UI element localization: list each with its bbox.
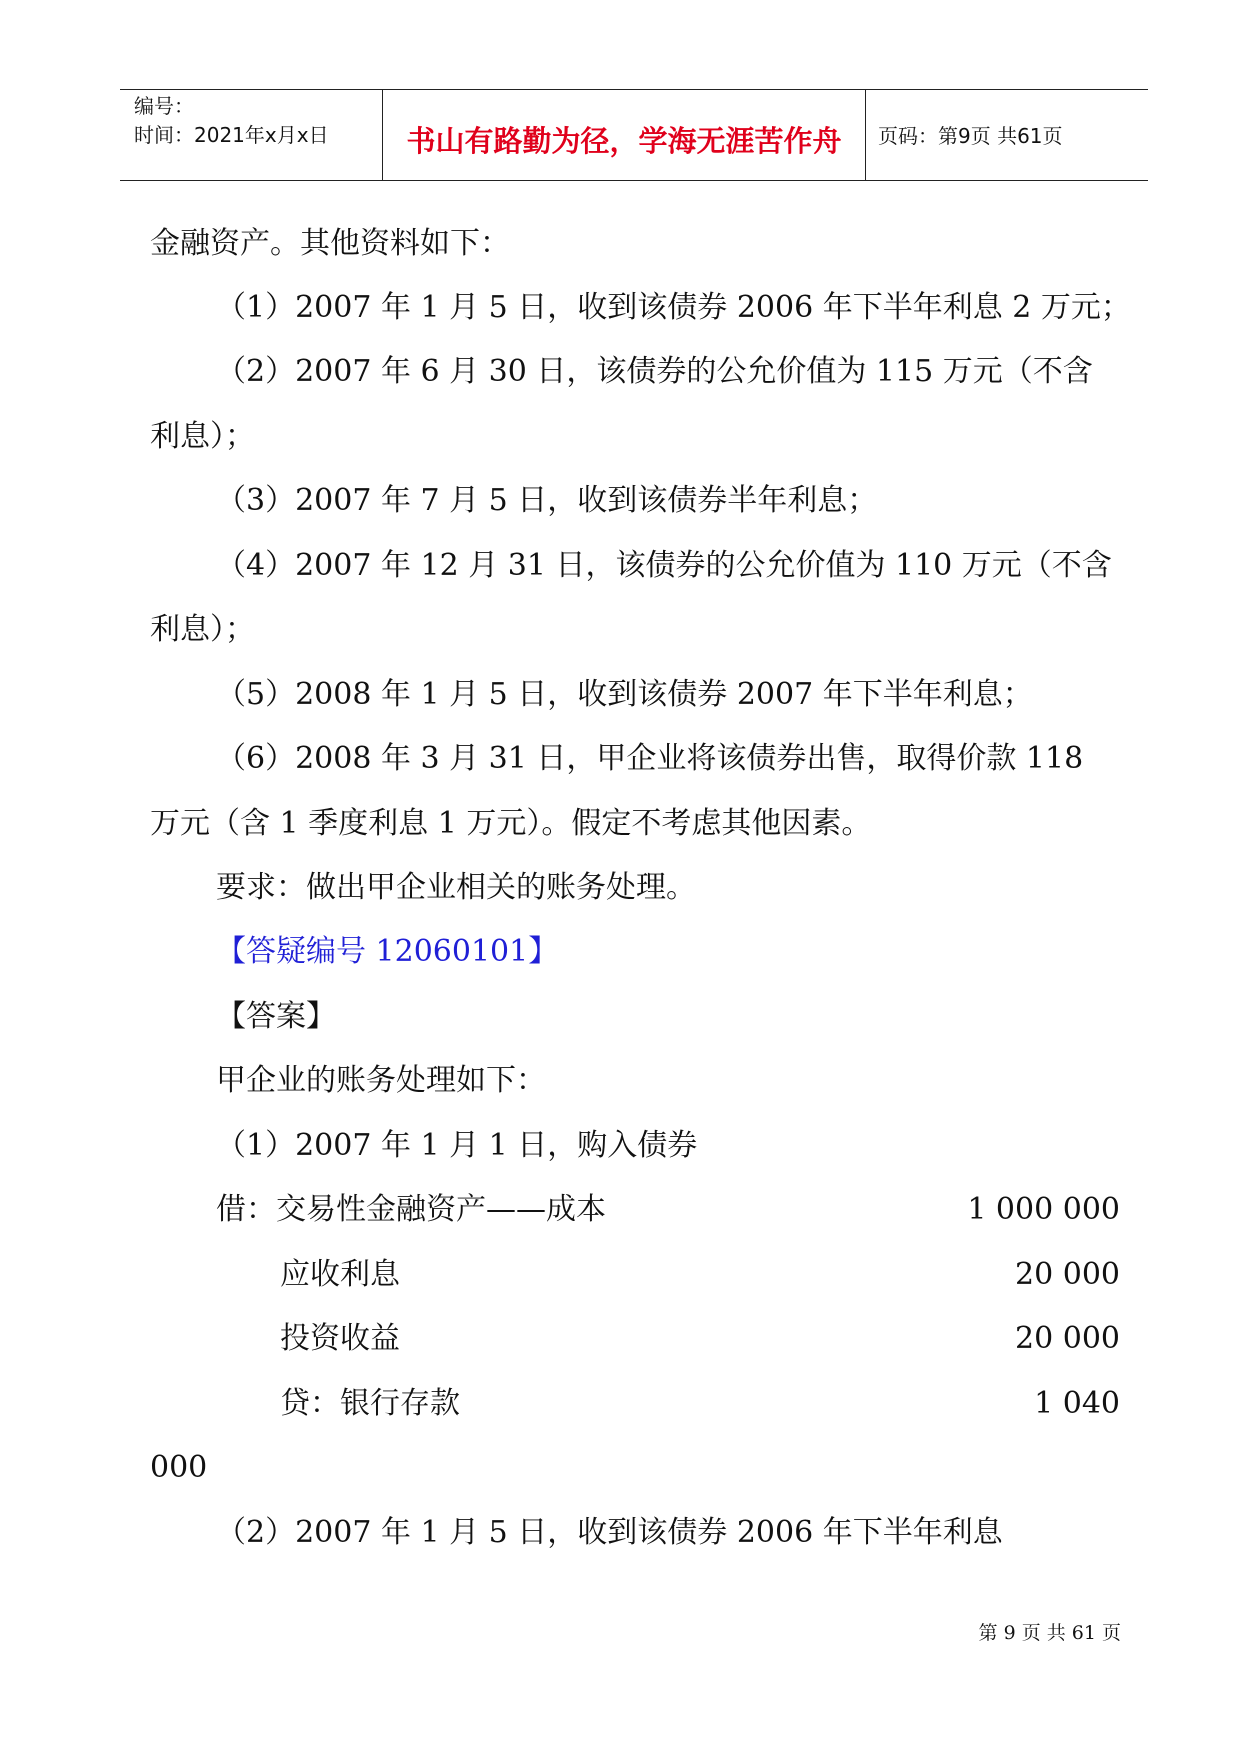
journal-account: 应收利息: [280, 1257, 400, 1292]
journal-entry-row: [280, 1319, 1120, 1359]
text-line: （1）2007 年 1 月 1 日，购入债券: [216, 1128, 698, 1163]
answer-heading: 【答案】: [216, 999, 336, 1034]
text-line: （4）2007 年 12 月 31 日，该债券的公允价值为 110 万元（不含: [216, 548, 1112, 583]
text-line: （6）2008 年 3 月 31 日，甲企业将该债券出售，取得价款 118: [216, 741, 1084, 776]
journal-entry-row: [216, 1190, 1120, 1230]
journal-amount: 1 040: [1034, 1386, 1120, 1421]
journal-entry-row: [280, 1255, 1120, 1295]
page-header: [120, 89, 1148, 181]
journal-amount: 20 000: [1015, 1321, 1120, 1356]
journal-entry-row: [280, 1384, 1120, 1424]
page-footer: 第 9 页 共 61 页: [978, 1622, 1121, 1644]
question-id-link[interactable]: 【答疑编号 12060101】: [216, 934, 559, 969]
header-time: 时间：2021年x月x日: [134, 123, 329, 147]
header-number: 编号：: [134, 94, 194, 118]
header-motto: 书山有路勤为径，学海无涯苦作舟: [406, 124, 842, 158]
text-line: 万元（含 1 季度利息 1 万元）。假定不考虑其他因素。: [150, 806, 872, 841]
text-line: 利息）；: [150, 612, 255, 647]
text-line: 甲企业的账务处理如下：: [216, 1063, 546, 1098]
text-line: （2）2007 年 6 月 30 日，该债券的公允价值为 115 万元（不含: [216, 354, 1093, 389]
header-motto-cell: [382, 90, 866, 180]
journal-amount: 1 000 000: [967, 1192, 1120, 1227]
journal-amount: 20 000: [1015, 1257, 1120, 1292]
text-line: （5）2008 年 1 月 5 日，收到该债券 2007 年下半年利息；: [216, 677, 1033, 712]
journal-account: 投资收益: [280, 1321, 400, 1356]
text-line: 000: [150, 1450, 208, 1485]
text-line: 金融资产。其他资料如下：: [150, 226, 510, 261]
header-page-info: 页码：第9页 共61页: [878, 124, 1063, 148]
text-line: （1）2007 年 1 月 5 日，收到该债券 2006 年下半年利息 2 万元；: [216, 290, 1131, 325]
text-line: （2）2007 年 1 月 5 日，收到该债券 2006 年下半年利息: [216, 1515, 1003, 1550]
text-line: 利息）；: [150, 419, 255, 454]
text-line: 要求：做出甲企业相关的账务处理。: [216, 870, 696, 905]
text-line: （3）2007 年 7 月 5 日，收到该债券半年利息；: [216, 483, 878, 518]
header-meta: [120, 90, 382, 180]
journal-account: 借：交易性金融资产——成本: [216, 1192, 606, 1227]
journal-account: 贷：银行存款: [280, 1386, 460, 1421]
